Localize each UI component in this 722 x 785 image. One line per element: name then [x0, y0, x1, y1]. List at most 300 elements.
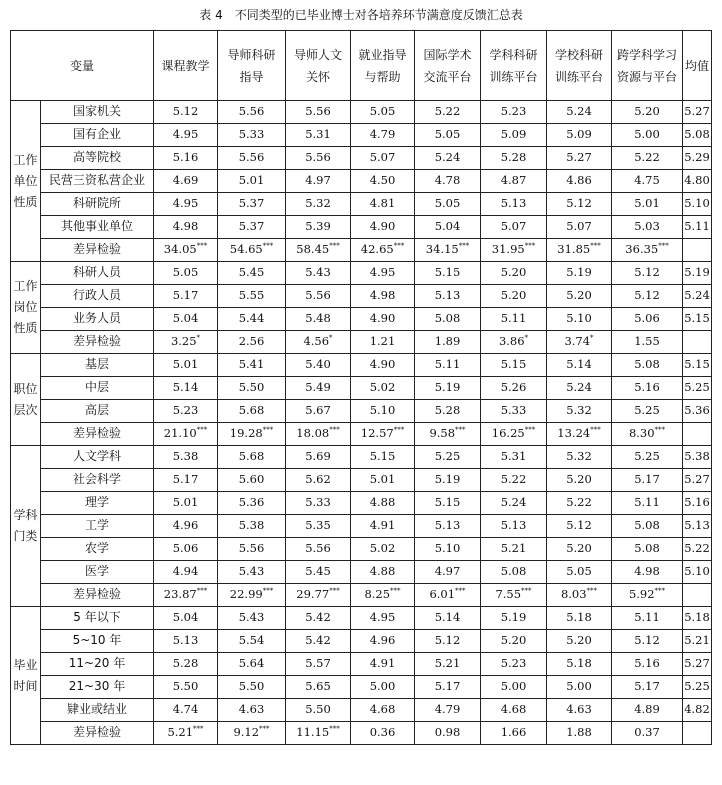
value-cell — [547, 216, 612, 239]
value-cell — [286, 722, 351, 745]
value-text: 8.03 — [560, 587, 587, 602]
table-row — [11, 446, 712, 469]
value-text: 5.05 — [434, 127, 461, 142]
value-text: 5.12 — [566, 518, 592, 533]
value-cell — [154, 584, 218, 607]
value-text: 8.25 — [364, 587, 391, 602]
value-text: 5.23 — [500, 656, 527, 671]
value-cell — [612, 607, 683, 630]
value-cell — [154, 423, 218, 446]
value-text: 5.15 — [500, 357, 527, 372]
value-text: 5.49 — [305, 380, 331, 395]
row-label: 其他事业单位 — [41, 216, 154, 239]
value-text: 5.14 — [434, 610, 461, 625]
value-cell — [683, 170, 712, 193]
value-text: 12.57 — [360, 426, 394, 441]
value-text: 4.68 — [500, 702, 527, 717]
value-cell — [547, 308, 612, 331]
value-text: 5.19 — [434, 472, 461, 487]
value-cell — [683, 653, 712, 676]
value-text: 5.01 — [634, 196, 660, 211]
table-row — [11, 193, 712, 216]
value-text: 5.05 — [566, 564, 592, 579]
value-text: 4.89 — [634, 702, 660, 717]
row-label: 高等院校 — [41, 147, 154, 170]
significance-mark: *** — [196, 242, 208, 251]
table-row — [11, 515, 712, 538]
value-cell — [547, 561, 612, 584]
value-cell — [683, 308, 712, 331]
significance-mark: *** — [393, 426, 405, 435]
value-text: 5.28 — [500, 150, 527, 165]
value-text: 5.25 — [634, 403, 660, 418]
value-cell — [351, 653, 415, 676]
row-label: 21~30 年 — [41, 676, 154, 699]
value-cell — [547, 538, 612, 561]
value-text: 5.07 — [500, 219, 527, 234]
value-text: 5.11 — [634, 495, 660, 510]
value-text: 42.65 — [360, 242, 394, 257]
value-cell — [481, 515, 547, 538]
value-cell — [683, 101, 712, 124]
value-text: 4.90 — [369, 311, 396, 326]
significance-mark: *** — [524, 242, 536, 251]
value-text: 5.11 — [634, 610, 660, 625]
value-cell — [154, 308, 218, 331]
row-label: 差异检验 — [41, 331, 154, 354]
value-cell — [612, 699, 683, 722]
value-text: 29.77 — [296, 587, 330, 602]
value-text: 5.24 — [434, 150, 461, 165]
value-text: 5.28 — [434, 403, 461, 418]
row-label: 农学 — [41, 538, 154, 561]
value-cell — [415, 147, 481, 170]
value-text: 5.22 — [566, 495, 592, 510]
value-cell — [286, 630, 351, 653]
value-text: 5.20 — [566, 541, 592, 556]
value-text: 5.20 — [500, 288, 527, 303]
value-cell — [218, 262, 286, 285]
value-cell — [218, 423, 286, 446]
value-cell — [351, 331, 415, 354]
value-cell — [351, 515, 415, 538]
value-cell — [415, 262, 481, 285]
value-text: 5.06 — [172, 541, 199, 556]
value-cell — [286, 262, 351, 285]
value-cell — [683, 193, 712, 216]
table-row — [11, 285, 712, 308]
value-text: 3.74 — [564, 334, 591, 349]
value-text: 5.68 — [238, 449, 265, 464]
value-text: 4.94 — [172, 564, 199, 579]
value-text: 5.20 — [500, 265, 527, 280]
value-text: 4.95 — [369, 610, 396, 625]
value-text: 5.05 — [172, 265, 199, 280]
value-cell — [415, 446, 481, 469]
table-row — [11, 538, 712, 561]
value-cell — [218, 354, 286, 377]
value-text: 5.13 — [434, 288, 461, 303]
value-cell — [481, 147, 547, 170]
row-label: 国有企业 — [41, 124, 154, 147]
value-cell — [415, 515, 481, 538]
value-cell — [286, 147, 351, 170]
table-row — [11, 354, 712, 377]
value-text: 1.55 — [634, 334, 660, 349]
value-text: 4.88 — [369, 564, 396, 579]
value-text: 5.50 — [305, 702, 331, 717]
value-cell — [612, 561, 683, 584]
value-cell — [351, 538, 415, 561]
value-text: 5.48 — [305, 311, 331, 326]
value-text: 4.95 — [172, 127, 199, 142]
value-cell — [218, 170, 286, 193]
value-text: 5.45 — [238, 265, 265, 280]
value-cell — [154, 193, 218, 216]
value-text: 5.17 — [634, 679, 660, 694]
value-cell — [218, 446, 286, 469]
value-text: 5.33 — [305, 495, 331, 510]
value-cell — [154, 285, 218, 308]
value-text: 0.37 — [634, 725, 660, 740]
value-cell — [612, 216, 683, 239]
value-cell — [154, 607, 218, 630]
col-header: 跨学科学习资源与平台 — [612, 31, 683, 101]
value-cell — [415, 170, 481, 193]
value-text: 34.15 — [425, 242, 459, 257]
value-cell — [547, 607, 612, 630]
value-cell — [286, 101, 351, 124]
value-text: 5.08 — [684, 127, 710, 142]
value-text: 5.27 — [684, 104, 710, 119]
value-text: 5.50 — [172, 679, 199, 694]
significance-mark: * — [524, 334, 529, 343]
value-text: 5.03 — [634, 219, 660, 234]
value-text: 4.79 — [369, 127, 396, 142]
col-header: 导师科研指导 — [218, 31, 286, 101]
value-text: 5.10 — [684, 196, 710, 211]
value-cell — [415, 538, 481, 561]
value-text: 4.98 — [369, 288, 396, 303]
value-text: 5.08 — [634, 541, 660, 556]
value-text: 5.67 — [305, 403, 331, 418]
value-cell — [218, 193, 286, 216]
value-cell — [286, 699, 351, 722]
table-row — [11, 216, 712, 239]
value-cell — [683, 607, 712, 630]
value-cell — [612, 538, 683, 561]
value-cell — [154, 699, 218, 722]
table-row — [11, 607, 712, 630]
table-row — [11, 676, 712, 699]
value-text: 5.26 — [500, 380, 527, 395]
table-row — [11, 101, 712, 124]
col-header: 学科科研训练平台 — [481, 31, 547, 101]
significance-mark: *** — [654, 426, 666, 435]
value-text: 5.36 — [684, 403, 710, 418]
value-text: 5.22 — [500, 472, 527, 487]
value-cell — [547, 699, 612, 722]
value-text: 5.10 — [684, 564, 710, 579]
value-cell — [683, 216, 712, 239]
value-cell — [351, 469, 415, 492]
value-text: 5.35 — [305, 518, 331, 533]
value-cell — [547, 239, 612, 262]
value-text: 4.50 — [369, 173, 396, 188]
value-cell — [683, 331, 712, 354]
col-header: 均值 — [683, 31, 712, 101]
value-cell — [218, 285, 286, 308]
value-cell — [547, 101, 612, 124]
value-cell — [547, 377, 612, 400]
value-cell — [218, 699, 286, 722]
value-text: 9.12 — [233, 725, 260, 740]
value-cell — [154, 676, 218, 699]
value-cell — [415, 400, 481, 423]
value-cell — [286, 469, 351, 492]
value-text: 4.88 — [369, 495, 396, 510]
value-cell — [612, 584, 683, 607]
value-cell — [154, 653, 218, 676]
value-cell — [218, 469, 286, 492]
value-cell — [286, 354, 351, 377]
value-text: 5.10 — [566, 311, 592, 326]
value-text: 4.81 — [369, 196, 396, 211]
value-text: 4.96 — [172, 518, 199, 533]
value-cell — [612, 492, 683, 515]
value-text: 5.33 — [238, 127, 265, 142]
value-text: 5.09 — [566, 127, 592, 142]
value-cell — [481, 561, 547, 584]
value-text: 5.16 — [634, 656, 660, 671]
value-cell — [351, 239, 415, 262]
value-cell — [415, 676, 481, 699]
value-cell — [351, 308, 415, 331]
value-cell — [547, 676, 612, 699]
value-cell — [612, 400, 683, 423]
significance-mark: *** — [458, 242, 470, 251]
value-cell — [415, 722, 481, 745]
value-text: 5.01 — [238, 173, 265, 188]
value-cell — [612, 446, 683, 469]
value-text: 5.45 — [305, 564, 331, 579]
table-row — [11, 308, 712, 331]
significance-mark: * — [329, 334, 333, 343]
value-cell — [415, 630, 481, 653]
value-text: 5.42 — [305, 633, 331, 648]
row-label: 社会科学 — [41, 469, 154, 492]
significance-row — [11, 584, 712, 607]
value-text: 5.20 — [566, 472, 592, 487]
value-text: 5.13 — [500, 196, 527, 211]
value-cell — [218, 101, 286, 124]
value-text: 5.37 — [238, 196, 265, 211]
value-text: 5.29 — [684, 150, 710, 165]
value-text: 4.86 — [566, 173, 592, 188]
row-label: 11~20 年 — [41, 653, 154, 676]
value-text: 5.40 — [305, 357, 331, 372]
value-cell — [481, 262, 547, 285]
value-text: 5.05 — [369, 104, 396, 119]
value-cell — [612, 630, 683, 653]
value-cell — [481, 722, 547, 745]
value-cell — [286, 446, 351, 469]
value-text: 5.05 — [434, 196, 461, 211]
significance-mark: *** — [196, 426, 208, 435]
table-row — [11, 147, 712, 170]
value-cell — [481, 331, 547, 354]
value-text: 5.55 — [238, 288, 265, 303]
value-text: 5.56 — [305, 541, 331, 556]
value-cell — [481, 285, 547, 308]
value-text: 5.12 — [634, 633, 660, 648]
value-text: 5.17 — [434, 679, 461, 694]
value-text: 5.09 — [500, 127, 527, 142]
value-text: 5.12 — [172, 104, 199, 119]
value-cell — [415, 354, 481, 377]
significance-mark: *** — [521, 587, 532, 596]
significance-mark: *** — [524, 426, 536, 435]
value-text: 5.18 — [684, 610, 710, 625]
value-text: 0.36 — [369, 725, 396, 740]
row-label: 医学 — [41, 561, 154, 584]
value-text: 4.95 — [369, 265, 396, 280]
value-text: 2.56 — [238, 334, 265, 349]
value-text: 5.08 — [434, 311, 461, 326]
significance-mark: *** — [455, 587, 466, 596]
value-cell — [612, 653, 683, 676]
value-text: 5.25 — [634, 449, 660, 464]
value-cell — [612, 124, 683, 147]
value-text: 5.11 — [500, 311, 527, 326]
value-cell — [286, 653, 351, 676]
value-text: 5.19 — [684, 265, 710, 280]
value-text: 1.66 — [500, 725, 527, 740]
value-text: 5.31 — [500, 449, 527, 464]
table-row — [11, 262, 712, 285]
value-text: 0.98 — [434, 725, 461, 740]
row-label: 民营三资私营企业 — [41, 170, 154, 193]
table-row — [11, 469, 712, 492]
value-text: 5.25 — [684, 679, 710, 694]
significance-mark: *** — [393, 242, 405, 251]
value-text: 4.96 — [369, 633, 396, 648]
value-text: 5.38 — [172, 449, 199, 464]
significance-mark: *** — [390, 587, 401, 596]
value-cell — [481, 584, 547, 607]
value-cell — [154, 101, 218, 124]
value-text: 5.31 — [305, 127, 331, 142]
value-cell — [415, 699, 481, 722]
value-text: 5.50 — [238, 679, 265, 694]
value-text: 5.20 — [566, 633, 592, 648]
value-text: 5.38 — [684, 449, 710, 464]
value-text: 5.56 — [305, 104, 331, 119]
value-text: 9.58 — [429, 426, 456, 441]
value-text: 5.64 — [238, 656, 265, 671]
value-cell — [547, 400, 612, 423]
value-cell — [154, 377, 218, 400]
value-cell — [415, 469, 481, 492]
value-cell — [218, 147, 286, 170]
value-text: 4.87 — [500, 173, 527, 188]
value-cell — [218, 377, 286, 400]
value-cell — [481, 124, 547, 147]
value-cell — [415, 216, 481, 239]
significance-mark: *** — [329, 242, 340, 251]
value-cell — [683, 630, 712, 653]
value-cell — [415, 607, 481, 630]
value-cell — [683, 400, 712, 423]
value-cell — [351, 262, 415, 285]
value-cell — [547, 285, 612, 308]
value-cell — [547, 354, 612, 377]
value-text: 31.85 — [557, 242, 591, 257]
value-text: 5.24 — [684, 288, 710, 303]
value-cell — [683, 515, 712, 538]
value-cell — [481, 193, 547, 216]
row-label: 5 年以下 — [41, 607, 154, 630]
value-text: 18.08 — [296, 426, 330, 441]
value-text: 5.56 — [305, 150, 331, 165]
value-text: 5.10 — [434, 541, 461, 556]
value-cell — [286, 561, 351, 584]
row-label: 工学 — [41, 515, 154, 538]
value-text: 5.28 — [172, 656, 199, 671]
value-cell — [154, 446, 218, 469]
value-text: 13.24 — [557, 426, 591, 441]
value-text: 5.25 — [434, 449, 461, 464]
value-cell — [547, 469, 612, 492]
value-text: 5.04 — [172, 311, 199, 326]
group-label: 毕业时间 — [11, 607, 41, 745]
value-text: 5.43 — [238, 564, 265, 579]
value-text: 5.15 — [434, 495, 461, 510]
table-row — [11, 400, 712, 423]
value-cell — [481, 170, 547, 193]
value-text: 4.56 — [303, 334, 330, 349]
value-text: 5.07 — [369, 150, 396, 165]
value-text: 5.24 — [566, 104, 592, 119]
value-cell — [547, 584, 612, 607]
value-cell — [683, 446, 712, 469]
group-label: 工作岗位性质 — [11, 262, 41, 354]
value-cell — [415, 561, 481, 584]
table-row — [11, 630, 712, 653]
value-cell — [154, 722, 218, 745]
value-cell — [218, 492, 286, 515]
value-cell — [683, 538, 712, 561]
value-text: 5.19 — [434, 380, 461, 395]
value-cell — [351, 377, 415, 400]
value-cell — [612, 285, 683, 308]
value-cell — [481, 354, 547, 377]
value-cell — [351, 699, 415, 722]
value-cell — [286, 170, 351, 193]
significance-mark: * — [196, 334, 201, 343]
value-cell — [612, 147, 683, 170]
value-cell — [481, 653, 547, 676]
value-cell — [612, 170, 683, 193]
value-text: 5.12 — [566, 196, 592, 211]
value-cell — [481, 446, 547, 469]
value-cell — [286, 216, 351, 239]
value-cell — [351, 423, 415, 446]
value-text: 5.00 — [634, 127, 660, 142]
value-cell — [415, 124, 481, 147]
value-cell — [547, 124, 612, 147]
value-cell — [154, 216, 218, 239]
